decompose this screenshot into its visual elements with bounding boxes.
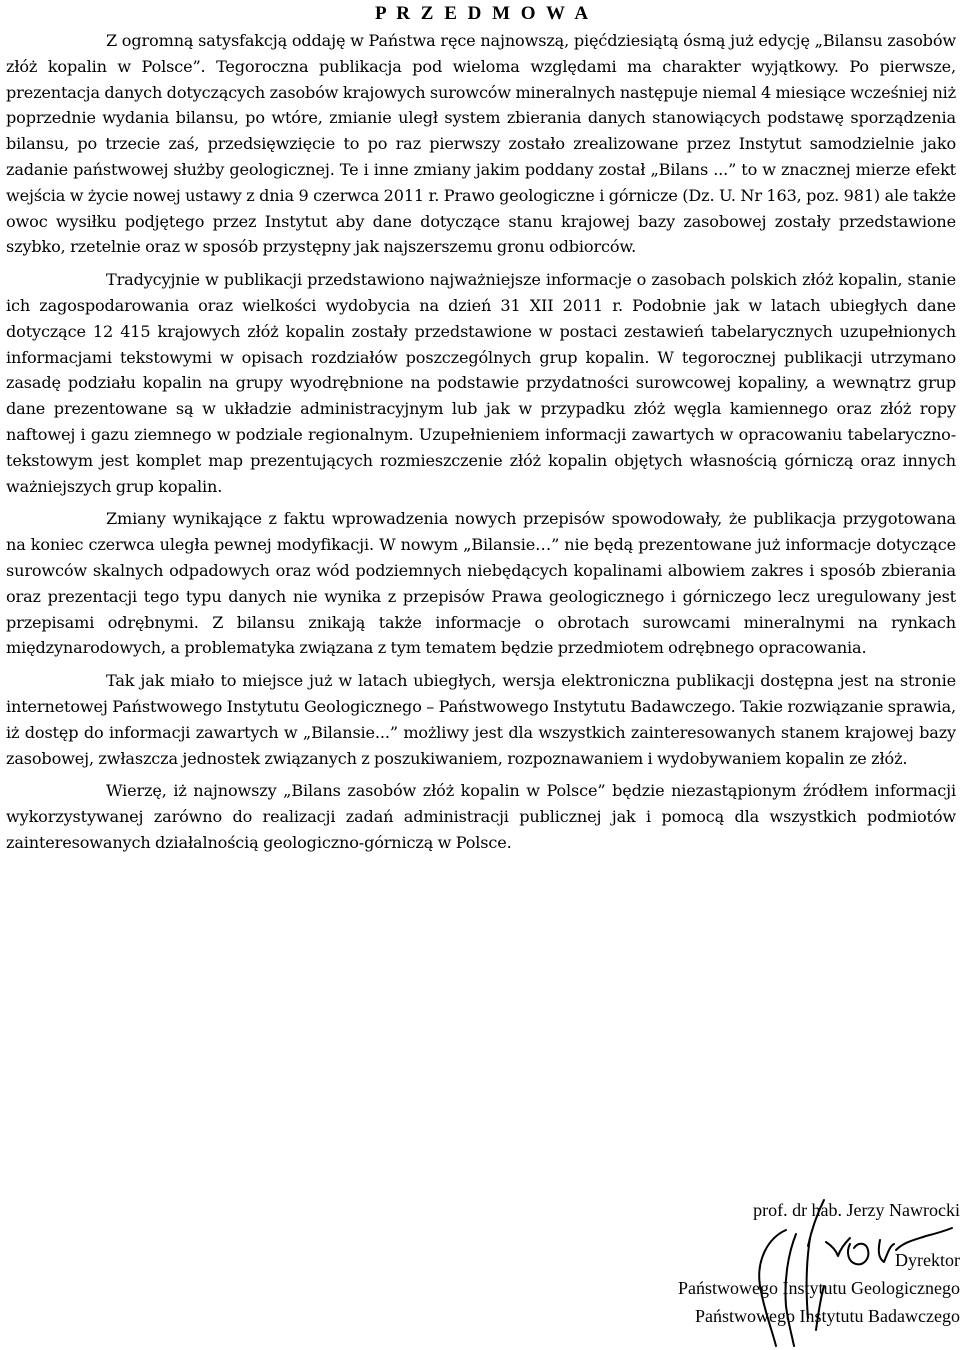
- signatory-name: prof. dr hab. Jerzy Nawrocki: [753, 1200, 960, 1220]
- paragraph: Tradycyjnie w publikacji przedstawiono najważniejsze informacje o zasobach polskich złóż kopalin, stanie ich zagospodarowania oraz wielkości wydobycia na dzień 31 XII 2011 r. Podobnie jak w latach ubiegłych dane dotyczące 12 415 krajowych złóż kopalin zostały przedstawione w postaci zestawień tabelarycznych uzupełnionych informacjami tekstowymi w opisach rozdziałów poszczególnych grup kopalin. W tegorocznej publikacji utrzymano zasadę podziału kopalin na grupy wyodrębnione na podstawie przydatności surowcowej kopaliny, a wewnątrz grup dane prezentowane są w układzie administracyjnym lub jak w przypadku złóż węgla kamiennego oraz złóż ropy naftowej i gazu ziemnego w podziale regionalnym. Uzupełnieniem informacji zawartych w opracowaniu tabelaryczno-tekstowym jest komplet map prezentujących rozmieszczenie złóż kopalin objętych własnością górniczą oraz innych ważniejszych grup kopalin.: [6, 270, 956, 496]
- paragraph: Tak jak miało to miejsce już w latach ubiegłych, wersja elektroniczna publikacji dostępna jest na stronie internetowej Państwowego Instytutu Geologicznego – Państwowego Instytutu Badawczego. Takie rozwiązanie sprawia, iż dostęp do informacji zawartych w „Bilansie...” możliwy jest dla wszystkich zainteresowanych stanem krajowej bazy zasobowej, zwłaszcza jednostek związanych z poszukiwaniem, rozpoznawaniem i wydobywaniem kopalin ze złóż.: [6, 671, 956, 768]
- institution-line: Państwowego Instytutu Badawczego: [695, 1306, 960, 1326]
- document-title: P R Z E D M O W A: [375, 3, 592, 24]
- document-body: [6, 28, 956, 856]
- institution-line: Państwowego Instytutu Geologicznego: [678, 1278, 960, 1298]
- paragraph: Z ogromną satysfakcją oddaję w Państwa ręce najnowszą, pięćdziesiątą ósmą już edycję „Bilansu zasobów złóż kopalin w Polsce”. Tegoroczna publikacja pod wieloma względami ma charakter wyjątkowy. Po pierwsze, prezentacja danych dotyczących zasobów krajowych surowców mineralnych następuje niemal 4 miesiące wcześniej niż poprzednie wydania bilansu, po wtóre, zmianie uległ system zbierania danych stanowiących podstawę sporządzenia bilansu, po trzecie zaś, przedsięwzięcie to po raz pierwszy zostało zrealizowane przez Instytut samodzielnie jako zadanie państwowej służby geologicznej. Te i inne zmiany jakim poddany został „Bilans ...” to w znacznej mierze efekt wejścia w życie nowej ustawy z dnia 9 czerwca 2011 r. Prawo geologiczne i górnicze (Dz. U. Nr 163, poz. 981) ale także owoc wysiłku podjętego przez Instytut aby dane dotyczące stanu krajowej bazy zasobowej zostały przedstawione szybko, rzetelnie oraz w sposób przystępny jak najszerszemu gronu odbiorców.: [6, 31, 956, 257]
- signatory-role: Dyrektor: [895, 1250, 960, 1270]
- paragraph: Zmiany wynikające z faktu wprowadzenia nowych przepisów spowodowały, że publikacja przygotowana na koniec czerwca uległa pewnej modyfikacji. W nowym „Bilansie…” nie będą prezentowane już informacje dotyczące surowców skalnych odpadowych oraz wód podziemnych niebędących kopalinami albowiem zakres i sposób zbierania oraz prezentacji tego typu danych nie wynika z przepisów Prawa geologicznego i górniczego lecz uregulowany jest przepisami odrębnymi. Z bilansu znikają także informacje o obrotach surowcami mineralnymi na rynkach międzynarodowych, a problematyka związana z tym tematem będzie przedmiotem odrębnego opracowania.: [6, 509, 956, 658]
- signature-block: [540, 1196, 960, 1330]
- paragraph: Wierzę, iż najnowszy „Bilans zasobów złóż kopalin w Polsce” będzie niezastąpionym źródłem informacji wykorzystywanej zarówno do realizacji zadań administracji publicznej jak i pomocą dla wszystkich podmiotów zainteresowanych działalnością geologiczno-górniczą w Polsce.: [6, 781, 956, 852]
- document-page: [6, 0, 956, 1350]
